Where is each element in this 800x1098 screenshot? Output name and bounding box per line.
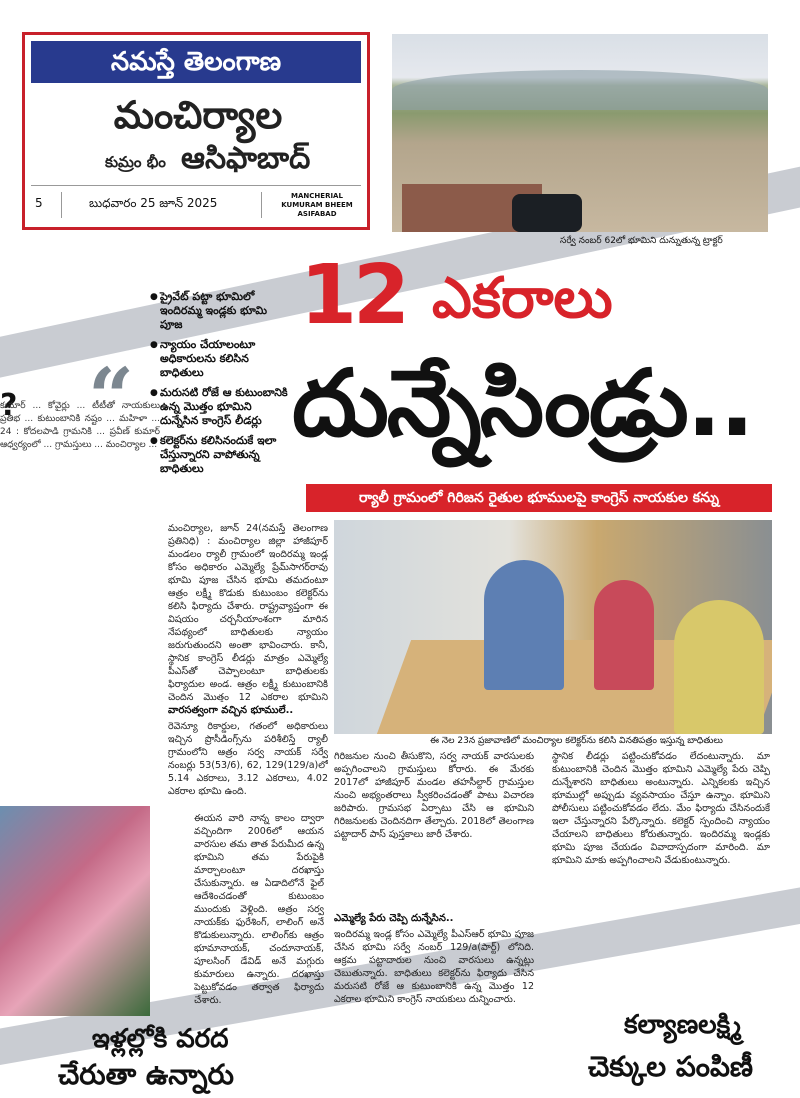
- photo-caption-meeting: ఈ నెల 23న ప్రజావాణిలో మంచిర్యాల కలెక్టర్‌ను కలిసి వినతిపత్రం ఇస్తున్న బాధితులు: [430, 736, 723, 746]
- bullet-item: ● మరుసటి రోజే ఆ కుటుంబానికి ఉన్న మొత్తం భూమిని దున్నేసిన కాంగ్రెస్ లీడర్లు: [150, 386, 290, 428]
- photo-person: [484, 560, 564, 690]
- edition-label: MANCHERIAL KUMURAM BHEEM ASIFABAD: [281, 192, 353, 218]
- issue-date: బుధవారం 25 జూన్ 2025: [89, 196, 218, 210]
- article-subheading: ఎమ్మెల్యే పేరు చెప్పి దున్నేసిన..: [334, 913, 454, 924]
- article-subheading: వారసత్వంగా వచ్చిన భూములే..: [168, 705, 294, 716]
- divider: [261, 192, 262, 218]
- article-body: మంచిర్యాల, జూన్ 24(నమస్తే తెలంగాణ ప్రతినిధి) : మంచిర్యాల జిల్లా హాజీపూర్ మండలం ర్యాలీ గ్రామంలో ఇందిరమ్మ ఇండ్ల కోసం అధికారం ఎమ్మెల్యే ప్రేమ్‌సాగర్‌రావు భూమి పూజ చేసిన భూమి తమదంటూ ఆత్రం లక్ష్మీ కొడుకు కుటుంబం కలెక్టర్‌ను కలిసి ఫిర్యాదు చేశారు. రాష్ట్రవ్యాప్తంగా ఈ విషయం చర్చనీయాంశంగా మారిన నేపథ్యంలో బాధితులకు న్యాయం జరుగుతుందని అంతా భావించారు. కానీ, స్థానిక కాంగ్రెస్ లీడర్లు మాత్రం ఎమ్మెల్యే పీఎస్‌తో చెప్పాలంటూ బాధితులకు ఫిర్యాదుల అండ. ఆత్రం లక్ష్మీ కుటుంబానికి చెందిన మొత్తం 12 ఎకరాల భూమిని: [168, 523, 328, 702]
- paper-name: నమస్తే తెలంగాణ: [31, 41, 361, 83]
- district-name: మంచిర్యాల: [113, 93, 283, 137]
- bullet-item: ● కలెక్టర్‌ను కలిసినందుకే ఇలా చేస్తున్నారని వాపోతున్న బాధితులు: [150, 434, 290, 476]
- headline-number: 12: [300, 248, 407, 343]
- article-body: గిరిజనుల నుంచి తీసుకొని, సర్వ నాయక్ వారసులకు అప్పగించాలని గ్రామస్తులు కోరారు. ఈ మేరకు 2017లో హాజీపూర్ మండల తహసీల్దార్ గ్రామస్తుల నుంచి అభ్యంతరాలు స్వీకరించడంతో పాటు విచారణ జరిపారు. గ్రామసభ ఏర్పాటు చేసి ఆ భూమిని గిరిజనులకు చెందినదిగా తేల్చారు. 2018లో తెలంగాణ పట్టాదార్ పాస్ పుస్తకాలు జారీ చేశారు.: [334, 751, 534, 840]
- article-body: ఇందిరమ్మ ఇండ్ల కోసం ఎమ్మెల్యే పీఎస్‌ఆర్ భూమి పూజ చేసిన భూమి సర్వే నంబర్ 129/a(పార్ట్) లోనిది. ఆక్రమ పట్టాదారుల నుంచి వారసులు ఉన్నట్లు చెబుతున్నారు. బాధితులు కలెక్టర్‌ను ఫిర్యాదు చేసిన మరుసటి రోజే ఆ కుటుంబానికి ఉన్న మొత్తం 12 ఎకరాల భూమిని కాంగ్రెస్ నాయకులు దున్నించారు.: [334, 929, 534, 1005]
- bottom-headline-right-2: చెక్కుల పంపిణీ: [588, 1050, 754, 1083]
- article-body: ఈయన వారి నాన్న కాలం ద్వారా వచ్చిందిగా 2006లో ఆయన వారసుల తమ తాత పేరుమీద ఉన్న భూమిని తమ పేరుపైకి మార్చాలంటూ దరఖాస్తు చేసుకున్నారు. ఆ ఏడాదిలోనే ఫైల్ ఆదేశించడంతో కుటుంబం ముందుకు వెళ్లింది. ఆత్రం సర్వ నాయక్‌కు ఫురేశింగ్, లాలింగ్ అనే కొడుకులున్నారు. లాలింగ్‌కు ఆత్రం భూమానాయక్, చందూనాయక్, పూలసింగ్ డేవిడ్ అనే మగ్గురు కుమారులు ఉన్నారు. దరఖాస్తు పెట్టుకోవడం తర్వాత ఫిర్యాదు చేశారు.: [194, 813, 324, 1006]
- field-photo: [392, 34, 768, 232]
- bottom-headline-left-2: చేరుతా ఉన్నారు: [58, 1058, 234, 1091]
- masthead-footer: [31, 185, 361, 224]
- article-body: స్థానిక లీడర్లు పట్టించుకోవడం లేదంటున్నారు. మా కుటుంబానికి చెందిన మొత్తం భూమిని ఎమ్మెల్యే పేరు చెప్పి దున్నేశారని బాధితులు అంటున్నారు. ఎన్నికలకు ఇచ్చిన భూముల్లో అప్పుడు వ్యవసాయం చేస్తూ ఉన్నాం. భూమిని పోలీసులు పట్టించుకోవడం లేదు. మేం ఫిర్యాదు చేసినందుకే ఇలా చేస్తున్నారని పేర్కొన్నారు. కలెక్టర్ స్పందించి న్యాయం చేయాలని బాధితులు కోరుతున్నారు. ఇందిరమ్మ ఇండ్లకు భూమి పూజ చేయడం వివాదాస్పదంగా మారింది. మా భూమిని మాకు అప్పగించాలని వేడుకుంటున్నారు.: [552, 751, 770, 866]
- headline-word: ఎకరాలు: [432, 266, 613, 331]
- district-sub-small: కుమ్రం భీం: [105, 153, 166, 171]
- quote-icon: “: [88, 350, 135, 444]
- photo-caption-top: సర్వే నంబర్ 62లో భూమిని దున్నుతున్న ట్రాక్టర్: [560, 236, 723, 246]
- bullet-list: [150, 290, 290, 482]
- bullet-item: ● న్యాయం చేయాలంటూ అధికారులను కలిసిన బాధితులు: [150, 338, 290, 380]
- meeting-photo: [334, 520, 772, 734]
- article-body: రెవెన్యూ రికార్డుల, గతంలో అధికారులు ఇచ్చిన ప్రొసీడింగ్స్‌ను పరిశీలిస్తే ర్యాలీ గ్రామంలోని ఆత్రం సర్వ నాయక్ సర్వే నంబర్లు 53(53/6), 62, 129(129/a)లో 5.14 ఎకరాలు, 3.12 ఎకరాలు, 4.02 ఎకరాల భూమి ఉంది.: [168, 721, 328, 797]
- bottom-headline-right: కల్యాణలక్ష్మి: [624, 1010, 742, 1040]
- masthead: [22, 32, 370, 230]
- photo-tank: [512, 194, 582, 232]
- left-column-text: కుమార్ ... కోవైర్లు ... టీటీతో నాయకులు ప్రతిభ ... కుటుంబానికి నష్టం ... మహిళా ... 24 : కోదలపాడి గ్రామనికి ... ప్రవీణ్ కుమార్ ఆధ్వర్యంలో ... గ్రామస్తులు ... మంచిర్యాల ...: [0, 401, 160, 450]
- bullet-item: ● ప్రైవేట్ పట్టా భూమిలో ఇందిరమ్మ ఇండ్లకు భూమి పూజ: [150, 290, 290, 332]
- headline-main: దున్నేసిండ్రు..: [292, 350, 753, 457]
- women-group-photo: [0, 806, 150, 1016]
- divider: [61, 192, 62, 218]
- photo-person: [594, 580, 654, 690]
- district-sub-big: ఆసిఫాబాద్: [181, 141, 311, 176]
- left-headline-fragment: ?: [0, 388, 18, 423]
- photo-person: [674, 600, 764, 734]
- bottom-headline-left: ఇళ్లల్లోకి వరద: [92, 1024, 229, 1054]
- page-number: 5: [35, 196, 43, 210]
- photo-hill: [392, 70, 768, 110]
- subheadline: ర్యాలీ గ్రామంలో గిరిజన రైతుల భూములపై కాంగ్రెస్ నాయకుల కన్ను: [306, 484, 772, 512]
